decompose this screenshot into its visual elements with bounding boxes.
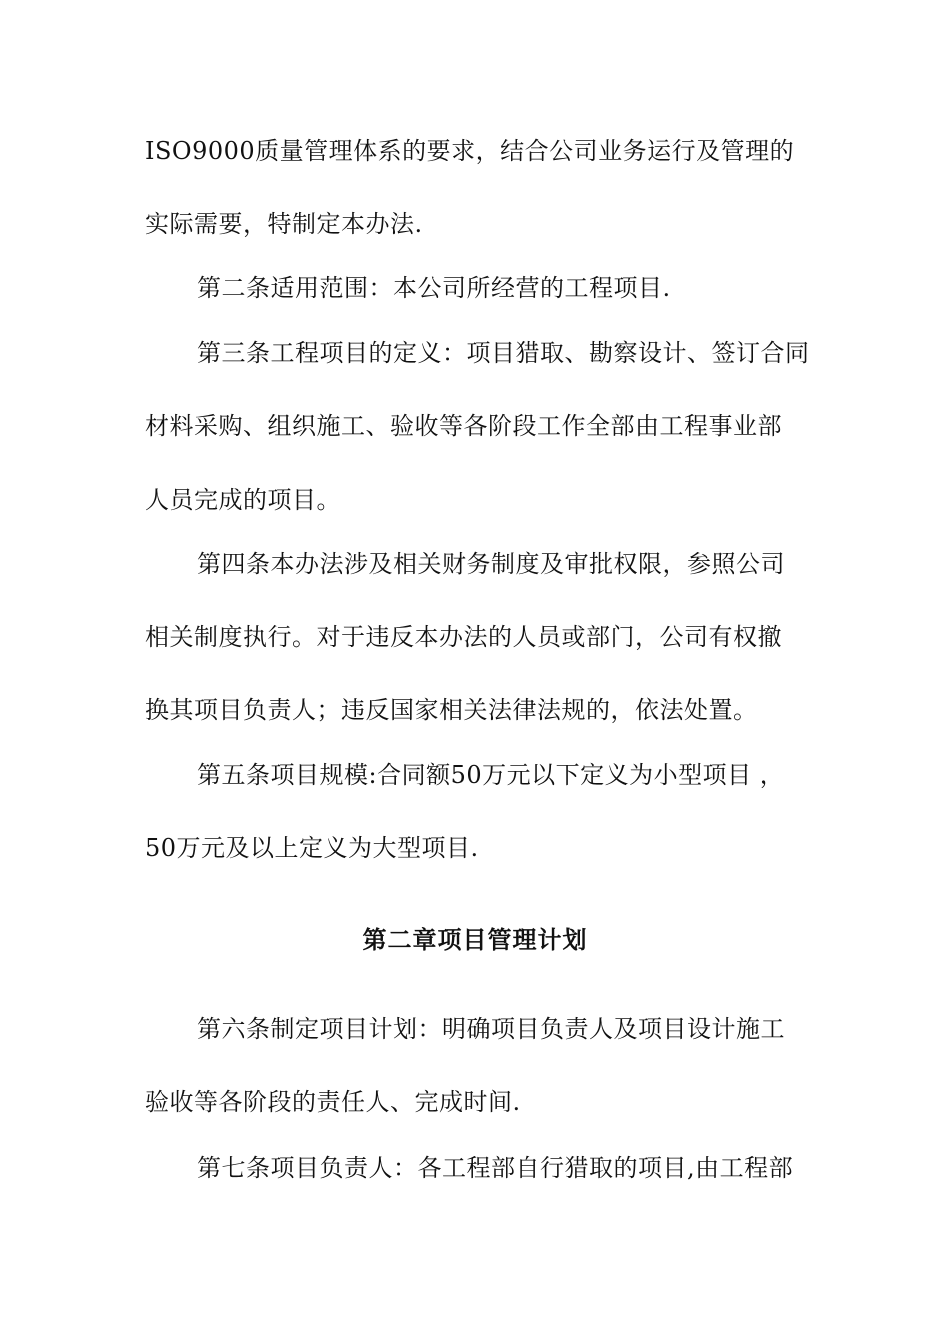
- paragraph-line: 50万元及以上定义为大型项目.: [145, 834, 479, 862]
- article-5-line: 第五条项目规模:合同额50万元以下定义为小型项目 ，: [197, 761, 785, 789]
- article-7-line: 第七条项目负责人：各工程部自行猎取的项目,由工程部: [197, 1154, 794, 1182]
- paragraph-line: 换其项目负责人；违反国家相关法律法规的，依法处置。: [145, 696, 758, 724]
- article-6-line: 第六条制定项目计划：明确项目负责人及项目设计施工: [197, 1015, 785, 1043]
- paragraph-line: 人员完成的项目。: [145, 486, 341, 514]
- article-3-line: 第三条工程项目的定义：项目猎取、勘察设计、签订合同: [197, 339, 810, 367]
- article-4-line: 第四条本办法涉及相关财务制度及审批权限，参照公司: [197, 550, 785, 578]
- paragraph-line: 相关制度执行。对于违反本办法的人员或部门，公司有权撤: [145, 623, 782, 651]
- paragraph-line: ISO9000质量管理体系的要求，结合公司业务运行及管理的: [145, 137, 795, 165]
- paragraph-line: 材料采购、组织施工、验收等各阶段工作全部由工程事业部: [145, 412, 782, 440]
- chapter-heading: 第二章项目管理计划: [362, 925, 588, 954]
- article-2-line: 第二条适用范围：本公司所经营的工程项目.: [197, 274, 671, 302]
- paragraph-line: 验收等各阶段的责任人、完成时间.: [145, 1088, 521, 1116]
- paragraph-line: 实际需要，特制定本办法.: [145, 210, 423, 238]
